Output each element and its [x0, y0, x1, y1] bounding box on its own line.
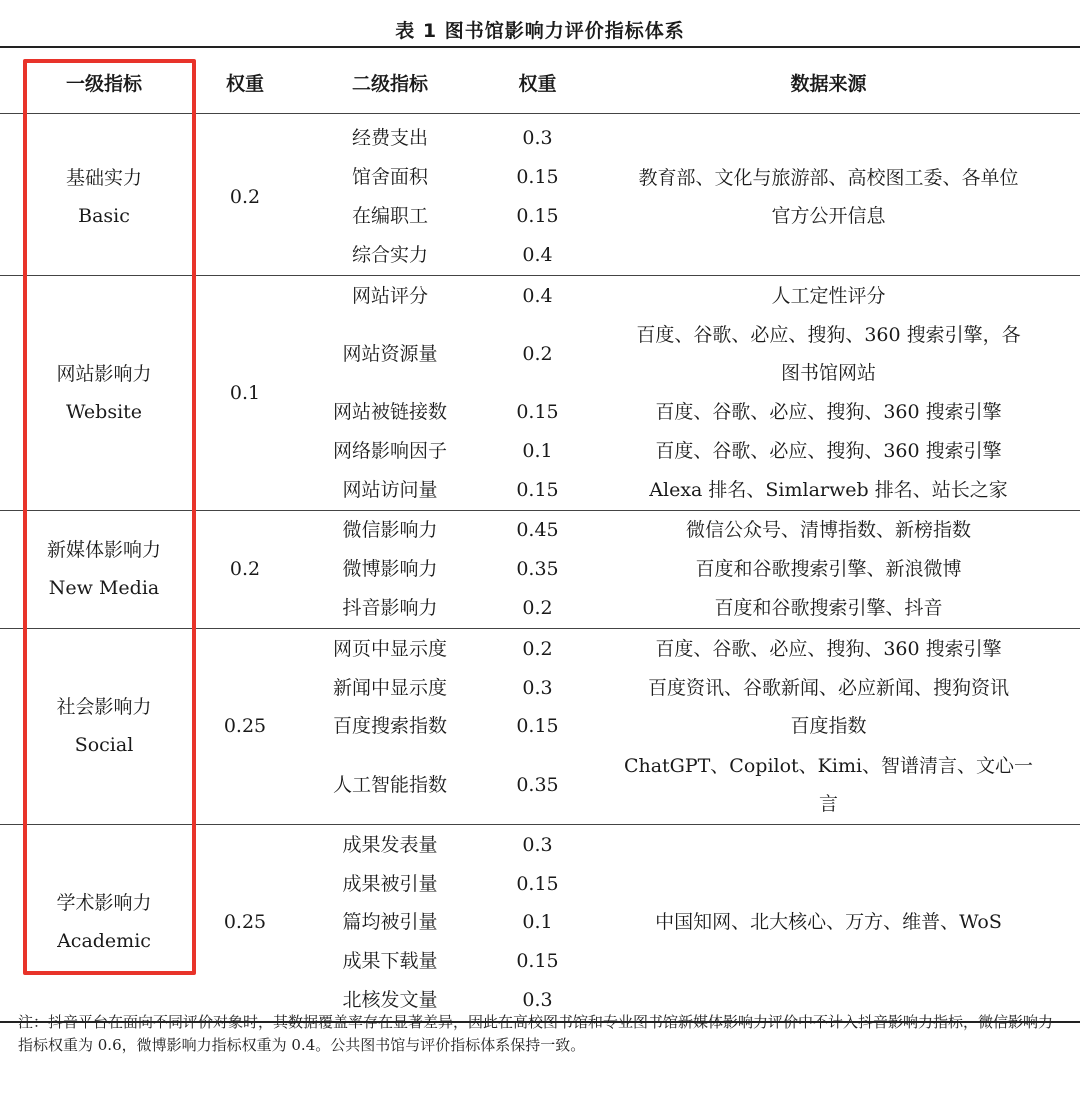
data-source-line: 百度资讯、谷歌新闻、必应新闻、搜狗资讯 [647, 676, 1009, 699]
header-source: 数据来源 [790, 72, 867, 95]
data-source-line: 百度、谷歌、必应、搜狗、360 搜索引擎 [655, 637, 1002, 660]
level2-weight: 0.3 [522, 676, 553, 699]
data-source-line: 官方公开信息 [771, 204, 886, 227]
level1-name-en: Social [74, 734, 134, 757]
level2-indicator: 馆舍面积 [351, 166, 428, 189]
level1-name-cn: 基础实力 [65, 166, 142, 189]
data-source [595, 470, 1062, 509]
level2-indicator: 篇均被引量 [342, 911, 438, 934]
level2-weight: 0.15 [516, 166, 559, 189]
level2-weight: 0.15 [516, 872, 559, 895]
data-source-line: 百度和谷歌搜索引擎、新浪微博 [695, 558, 962, 581]
data-source-line: 言 [818, 792, 838, 815]
level2-weight: 0.1 [522, 439, 553, 462]
level1-weight: 0.2 [229, 185, 261, 208]
level2-weight: 0.3 [522, 127, 553, 150]
level2-weight: 0.35 [516, 773, 559, 796]
level1-name-cn: 新媒体影响力 [46, 539, 161, 562]
data-source-line: 百度和谷歌搜索引擎、抖音 [714, 596, 943, 619]
level1-weight: 0.2 [229, 558, 261, 581]
level1-weight: 0.25 [223, 715, 267, 738]
header-weight1: 权重 [225, 72, 264, 95]
data-source-line: 中国知网、北大核心、万方、维普、WoS [655, 911, 1002, 934]
top-rule [0, 46, 1080, 48]
level2-indicator: 成果下载量 [342, 950, 438, 973]
level1-indicator [24, 629, 184, 823]
level2-indicator: 综合实力 [351, 243, 428, 266]
data-source [595, 276, 1062, 315]
level1-indicator [24, 825, 184, 1019]
level2-indicator: 成果被引量 [342, 872, 438, 895]
level2-weight: 0.3 [522, 833, 553, 856]
level2-indicator: 成果发表量 [342, 833, 438, 856]
data-source [595, 746, 1062, 824]
header-rule [0, 113, 1080, 114]
data-source [595, 393, 1062, 432]
header-level2: 二级指标 [351, 72, 428, 95]
header-weight2: 权重 [518, 72, 557, 95]
data-source [595, 589, 1062, 628]
level2-weight: 0.15 [516, 478, 559, 501]
level2-indicator: 微博影响力 [342, 558, 438, 581]
table-note: 注：抖音平台在面向不同评价对象时，其数据覆盖率存在显著差异，因此在高校图书馆和专业图书馆新媒体影响力评价中不计入抖音影响力指标，微信影响力指标权重为 0.6，微博影响力指标权重为 0.4。公共图书馆与评价指标体系保持一致。 [18, 1013, 1054, 1054]
level1-weight: 0.1 [229, 381, 261, 404]
data-source-line: 教育部、文化与旅游部、高校图工委、各单位 [638, 166, 1019, 189]
level2-indicator: 抖音影响力 [342, 596, 438, 619]
data-source-line: 人工定性评分 [771, 284, 886, 307]
data-source [595, 707, 1062, 746]
level1-indicator [24, 276, 184, 509]
level1-name-en: Academic [57, 930, 151, 953]
level2-weight: 0.15 [516, 400, 559, 423]
data-source [595, 315, 1062, 393]
data-source [595, 511, 1062, 550]
level2-weight: 0.15 [516, 715, 559, 738]
data-source-line: 百度、谷歌、必应、搜狗、360 搜索引擎，各 [636, 323, 1021, 346]
header-level1: 一级指标 [65, 72, 142, 95]
level2-indicator: 新闻中显示度 [332, 676, 447, 699]
data-source [595, 119, 1062, 274]
data-source-line: 百度指数 [790, 715, 867, 738]
level1-weight: 0.25 [223, 911, 267, 934]
level2-indicator: 经费支出 [351, 127, 428, 150]
level2-weight: 0.15 [516, 204, 559, 227]
data-source [595, 825, 1062, 1019]
level2-indicator: 人工智能指数 [332, 773, 447, 796]
data-source-line: 百度、谷歌、必应、搜狗、360 搜索引擎 [655, 439, 1002, 462]
level2-weight: 0.15 [516, 950, 559, 973]
level2-indicator: 在编职工 [351, 204, 428, 227]
level2-weight: 0.1 [522, 911, 553, 934]
level2-indicator: 网络影响因子 [332, 439, 447, 462]
level2-indicator: 网站评分 [351, 284, 428, 307]
data-source-line: 百度、谷歌、必应、搜狗、360 搜索引擎 [655, 400, 1002, 423]
level2-indicator: 网站被链接数 [332, 400, 447, 423]
data-source [595, 550, 1062, 589]
level2-indicator: 百度搜索指数 [332, 715, 447, 738]
level2-weight: 0.2 [522, 596, 553, 619]
level1-indicator [24, 119, 184, 274]
level1-name-cn: 学术影响力 [56, 892, 152, 915]
level1-name-en: Basic [78, 204, 130, 227]
level2-weight: 0.45 [516, 519, 559, 542]
level2-weight: 0.4 [522, 243, 553, 266]
data-source [595, 629, 1062, 668]
level2-indicator: 北核发文量 [342, 988, 438, 1011]
level2-weight: 0.35 [516, 558, 559, 581]
level1-name-en: Website [65, 400, 143, 423]
level2-weight: 0.3 [522, 988, 553, 1011]
level1-indicator [24, 511, 184, 627]
data-source [595, 431, 1062, 470]
data-source-line: 微信公众号、清博指数、新榜指数 [685, 519, 971, 542]
level2-indicator: 网站资源量 [342, 342, 438, 365]
level2-indicator: 网页中显示度 [332, 637, 447, 660]
level2-weight: 0.2 [522, 342, 553, 365]
level1-name-cn: 社会影响力 [56, 696, 152, 719]
level1-name-cn: 网站影响力 [56, 362, 152, 385]
data-source-line: ChatGPT、Copilot、Kimi、智谱清言、文心一 [623, 754, 1034, 777]
data-source-line: 图书馆网站 [780, 361, 876, 384]
level2-indicator: 微信影响力 [342, 519, 438, 542]
level2-weight: 0.4 [522, 284, 553, 307]
level2-weight: 0.2 [522, 637, 553, 660]
data-source-line: Alexa 排名、Simlarweb 排名、站长之家 [649, 478, 1008, 501]
level1-name-en: New Media [48, 577, 160, 600]
level2-indicator: 网站访问量 [342, 478, 438, 501]
table-title: 表 1 图书馆影响力评价指标体系 [395, 20, 685, 42]
data-source [595, 668, 1062, 707]
